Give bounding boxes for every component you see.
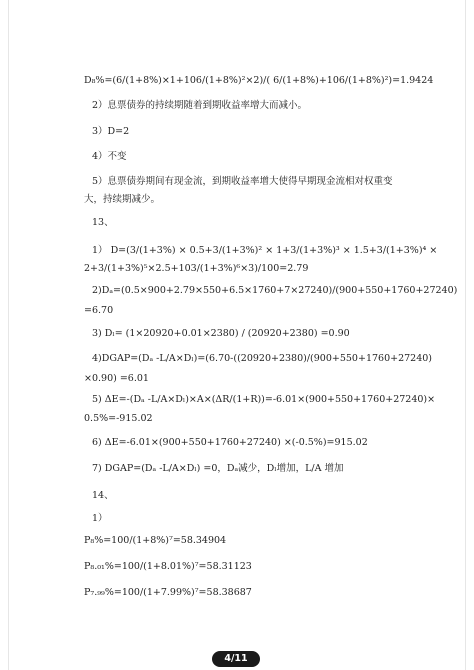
q13-part2-line-1: 2)Dₐ=(0.5×900+2.79×550+6.5×1760+7×27240)/(900+550+1760+27240) bbox=[92, 285, 458, 296]
q14-part1-label: 1） bbox=[92, 513, 108, 524]
duration-formula-line: D₈%=(6/(1+8%)×1+106/(1+8%)²×2)/( 6/(1+8%)+106/(1+8%)²)=1.9424 bbox=[84, 75, 434, 86]
q14-price-7-99pct: P₇.₉₉%=100/(1+7.99%)⁷=58.38687 bbox=[84, 587, 252, 598]
question-13-heading: 13、 bbox=[92, 217, 114, 228]
q13-part7: 7) DGAP=(Dₐ -L/A×Dₗ) =0，Dₐ减少，Dₗ增加，L/A 增加 bbox=[92, 463, 344, 474]
q14-price-8-01pct: P₈.₀₁%=100/(1+8.01%)⁷=58.31123 bbox=[84, 561, 252, 572]
q13-part3: 3) Dₗ= (1×20920+0.01×2380) / (20920+2380) =0.90 bbox=[92, 328, 350, 339]
q13-part2-line-2: =6.70 bbox=[84, 305, 114, 316]
q13-part1-line-2: 2+3/(1+3%)⁵×2.5+103/(1+3%)⁶×3)/100=2.79 bbox=[84, 263, 309, 274]
page-indicator: 4/11 bbox=[212, 651, 260, 667]
answer-5-line-2: 大，持续期减少。 bbox=[84, 194, 161, 205]
answer-2: 2）息票债券的持续期随着到期收益率增大而减小。 bbox=[92, 100, 308, 111]
q13-part5-line-2: 0.5%=-915.02 bbox=[84, 413, 153, 424]
q13-part1-line-1: 1） D=(3/(1+3%) × 0.5+3/(1+3%)² × 1+3/(1+3%)³ × 1.5+3/(1+3%)⁴ × bbox=[92, 245, 438, 256]
q13-part4-line-1: 4)DGAP=(Dₐ -L/A×Dₗ)=(6.70-((20920+2380)/(900+550+1760+27240) bbox=[92, 353, 433, 364]
answer-4: 4）不变 bbox=[92, 151, 127, 162]
q14-price-8pct: P₈%=100/(1+8%)⁷=58.34904 bbox=[84, 535, 227, 546]
q13-part6: 6) ΔE=-6.01×(900+550+1760+27240) ×(-0.5%)=915.02 bbox=[92, 437, 368, 448]
q13-part4-line-2: ×0.90) =6.01 bbox=[84, 373, 149, 384]
answer-5-line-1: 5）息票债券期间有现金流，到期收益率增大使得早期现金流相对权重变 bbox=[92, 176, 393, 187]
answer-3: 3）D=2 bbox=[92, 126, 130, 137]
q13-part5-line-1: 5) ΔE=-(Dₐ -L/A×Dₗ)×A×(ΔR/(1+R))=-6.01×(900+550+1760+27240)× bbox=[92, 394, 436, 405]
question-14-heading: 14、 bbox=[92, 490, 114, 501]
